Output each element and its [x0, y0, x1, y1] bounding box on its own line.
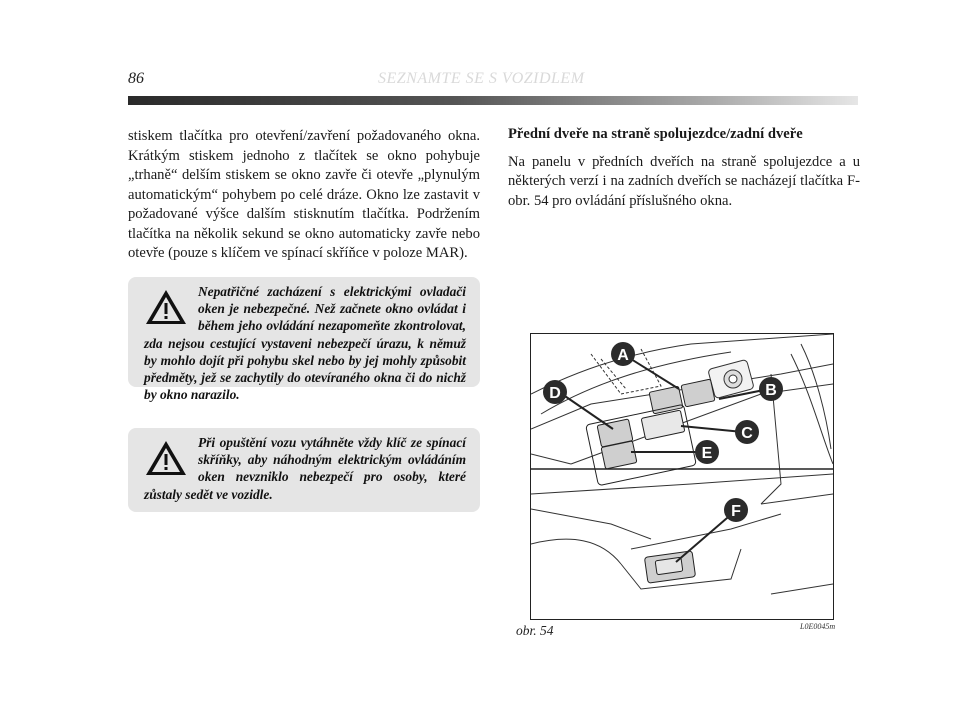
door-panel-drawing	[531, 334, 833, 619]
header-rule	[128, 96, 858, 105]
callout-b: B	[765, 382, 777, 399]
page-number: 86	[128, 70, 144, 87]
left-column	[128, 127, 480, 264]
figure-caption: obr. 54	[516, 623, 554, 638]
warning-text-1: Nepatřičné zacházení s elektrickými ovladači oken je nebezpečné. Než začnete okno ovládat i během jeho ovládání nezapomeňte zkontrolovat, zda nejsou cestující vystaveni nebezpečí úrazu, k němuž by mohlo dojít při pohybu skel nebo by jej mohly způsobit předměty, jež se zachytily do otevíraného okna či do nichž by okno narazilo.	[144, 284, 466, 403]
callout-d: D	[549, 385, 561, 402]
callout-e: E	[701, 445, 713, 462]
section-heading: Přední dveře na straně spolujezdce/zadní dveře	[508, 126, 803, 142]
right-column	[508, 125, 860, 211]
warning-text-2: Při opuštění vozu vytáhněte vždy klíč ze spínací skříňky, aby náhodným elektrickým ovládáním oken nevzniklo nebezpečí pro osoby, které zůstaly sedět ve vozidle.	[144, 435, 466, 502]
body-paragraph: Na panelu v předních dveřích na straně spolujezdce a u některých verzí i na zadních dveřích se nacházejí tlačítka F-obr. 54 pro ovládání příslušného okna.	[508, 153, 860, 209]
warning-triangle-icon	[144, 287, 188, 327]
body-paragraph: stiskem tlačítka pro otevření/zavření požadovaného okna. Krátkým stiskem jednoho z tlačítek se okno pohybuje „trhaně“ delším stiskem se okno zavře či otevře „plynulým automatickým“ pohybem po celé dráze. Okno lze zastavit v požadované výšce dalším stisknutím tlačítka. Podržením tlačítka na několik sekund se okno automaticky zavře nebo otevře (pouze s klíčem ve spínací skříňce v poloze MAR).	[128, 128, 480, 261]
warning-box-1	[128, 277, 480, 403]
callout-f: F	[731, 503, 741, 520]
warning-box-2	[128, 428, 480, 512]
callout-c: C	[741, 425, 753, 442]
warning-triangle-icon	[144, 438, 188, 478]
running-title: SEZNAMTE SE S VOZIDLEM	[378, 70, 585, 87]
callout-a: A	[617, 347, 629, 364]
figure-illustration	[530, 333, 834, 620]
figure-code: L0E0045m	[800, 622, 836, 631]
